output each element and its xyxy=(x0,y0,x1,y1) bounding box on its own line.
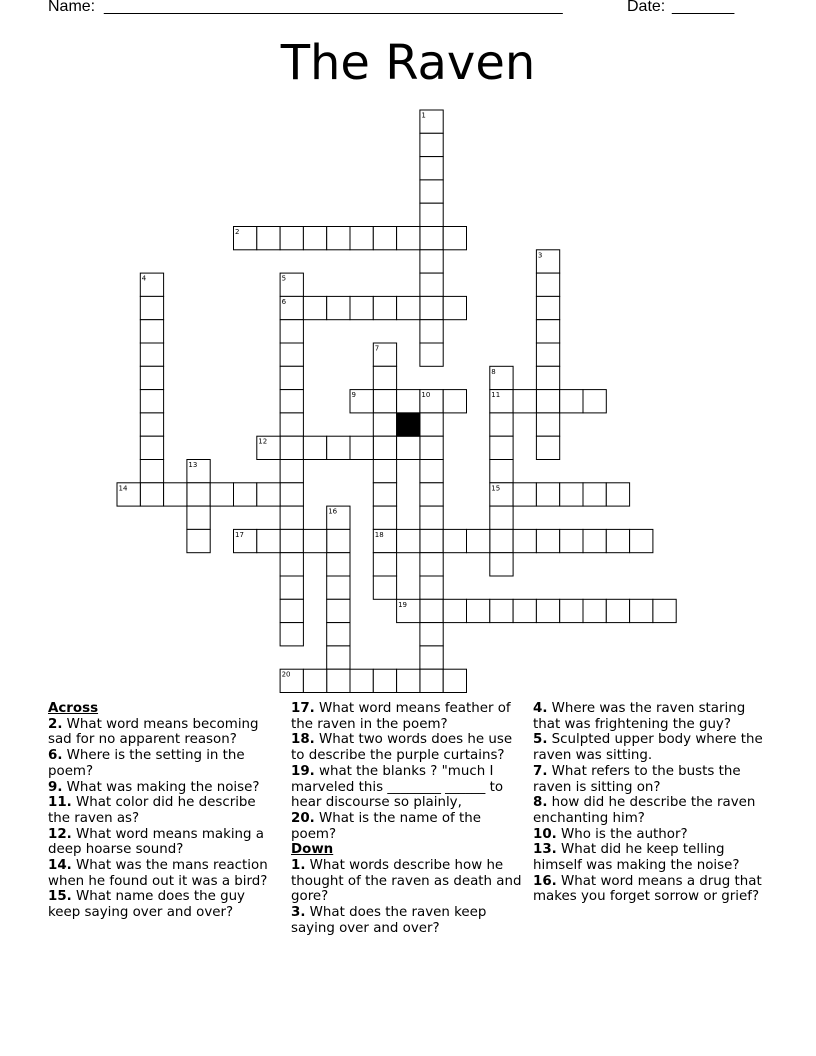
grid-cell[interactable] xyxy=(350,296,373,319)
grid-cell[interactable] xyxy=(536,529,559,552)
grid-cell[interactable] xyxy=(257,483,280,506)
clue-number-20: 20 xyxy=(281,670,291,679)
grid-cell[interactable] xyxy=(420,227,443,250)
grid-cell[interactable] xyxy=(536,273,559,296)
clue-number-17: 17 xyxy=(235,530,244,539)
grid-cell[interactable] xyxy=(420,669,443,692)
grid-cell[interactable] xyxy=(420,529,443,552)
grid-cell[interactable] xyxy=(234,483,257,506)
grid-cell[interactable] xyxy=(630,599,653,622)
grid-cell[interactable] xyxy=(420,506,443,529)
grid-cell[interactable] xyxy=(140,413,163,436)
grid-cell[interactable] xyxy=(373,296,396,319)
grid-cell[interactable] xyxy=(583,483,606,506)
grid-cell[interactable] xyxy=(280,460,303,483)
grid-cell[interactable] xyxy=(303,436,326,459)
grid-cell[interactable] xyxy=(490,553,513,576)
grid-cell[interactable] xyxy=(140,320,163,343)
grid-cell[interactable] xyxy=(140,296,163,319)
grid-cell[interactable] xyxy=(210,483,233,506)
grid-cell[interactable] xyxy=(536,366,559,389)
clues-column-1 xyxy=(48,701,280,921)
grid-cell[interactable] xyxy=(280,227,303,250)
grid-cell[interactable] xyxy=(513,529,536,552)
down-heading: Down xyxy=(291,842,334,858)
page-title: The Raven xyxy=(280,35,536,91)
clue-number-9: 9 xyxy=(351,391,356,400)
grid-cell[interactable] xyxy=(327,576,350,599)
grid-cell[interactable] xyxy=(373,227,396,250)
clue-number-1: 1 xyxy=(421,111,426,120)
grid-cell[interactable] xyxy=(420,320,443,343)
grid-cell[interactable] xyxy=(373,553,396,576)
grid-cell[interactable] xyxy=(490,529,513,552)
grid-cell[interactable] xyxy=(420,646,443,669)
grid-cell[interactable] xyxy=(420,250,443,273)
grid-cell[interactable] xyxy=(490,506,513,529)
grid-cell[interactable] xyxy=(373,460,396,483)
grid-cell[interactable] xyxy=(280,390,303,413)
grid-cell[interactable] xyxy=(583,599,606,622)
clues-column-3 xyxy=(533,701,768,905)
grid-cell[interactable] xyxy=(327,227,350,250)
grid-cell[interactable] xyxy=(397,296,420,319)
grid-cell[interactable] xyxy=(350,436,373,459)
clues-column-2 xyxy=(291,701,523,937)
grid-cell[interactable] xyxy=(373,576,396,599)
grid-cell[interactable] xyxy=(327,599,350,622)
clue-number-16: 16 xyxy=(328,507,338,516)
grid-cell[interactable] xyxy=(467,599,490,622)
grid-cell[interactable] xyxy=(606,529,629,552)
grid-cell[interactable] xyxy=(420,343,443,366)
grid-cell[interactable] xyxy=(373,483,396,506)
grid-cell[interactable] xyxy=(280,599,303,622)
grid-cell[interactable] xyxy=(443,296,466,319)
grid-cell[interactable] xyxy=(280,506,303,529)
clue-number-3: 3 xyxy=(537,251,543,260)
date-label: Date: xyxy=(627,0,666,15)
grid-cell[interactable] xyxy=(536,413,559,436)
across-clue-18: 18. What two words does he use to describe the purple curtains? xyxy=(291,732,513,764)
grid-cell[interactable] xyxy=(327,296,350,319)
clue-number-8: 8 xyxy=(491,367,496,376)
grid-cell[interactable] xyxy=(560,529,583,552)
grid-cell[interactable] xyxy=(490,436,513,459)
grid-cell[interactable] xyxy=(560,390,583,413)
across-clue-15: 15. What name does the guy keep saying over and over? xyxy=(48,889,245,921)
across-clue-17: 17. What word means feather of the raven in the poem? xyxy=(291,701,511,732)
grid-cell[interactable] xyxy=(257,227,280,250)
grid-cell[interactable] xyxy=(397,227,420,250)
grid-cell[interactable] xyxy=(140,460,163,483)
grid-cell[interactable] xyxy=(420,599,443,622)
grid-cell[interactable] xyxy=(373,669,396,692)
grid-cell[interactable] xyxy=(583,529,606,552)
down-clue-16: 16. What word means a drug that makes you forget sorrow or grief? xyxy=(533,873,762,905)
clue-number-13: 13 xyxy=(188,461,198,469)
grid-cell[interactable] xyxy=(536,436,559,459)
grid-cell[interactable] xyxy=(420,576,443,599)
grid-cell[interactable] xyxy=(397,669,420,692)
grid-cell[interactable] xyxy=(420,436,443,459)
name-label: Name: xyxy=(48,0,96,15)
down-clue-13: 13. What did he keep telling himself was making the noise? xyxy=(533,842,740,874)
grid-cell[interactable] xyxy=(140,436,163,459)
grid-cell[interactable] xyxy=(140,343,163,366)
grid-cell[interactable] xyxy=(653,599,676,622)
clue-number-12: 12 xyxy=(258,437,268,446)
grid-cell[interactable] xyxy=(490,460,513,483)
grid-cell[interactable] xyxy=(350,669,373,692)
across-clue-14: 14. What was the mans reaction when he found out it was a bird? xyxy=(48,858,268,889)
grid-cell[interactable] xyxy=(373,390,396,413)
grid-cell[interactable] xyxy=(443,390,466,413)
grid-cell[interactable] xyxy=(303,529,326,552)
grid-cell[interactable] xyxy=(606,599,629,622)
grid-cell[interactable] xyxy=(327,669,350,692)
grid-cell[interactable] xyxy=(536,483,559,506)
grid-cell[interactable] xyxy=(397,390,420,413)
clue-number-5: 5 xyxy=(281,274,287,283)
grid-cell[interactable] xyxy=(327,646,350,669)
grid-cell[interactable] xyxy=(583,390,606,413)
grid-cell[interactable] xyxy=(536,320,559,343)
grid-cell[interactable] xyxy=(420,413,443,436)
grid-cell[interactable] xyxy=(536,599,559,622)
clue-number-2: 2 xyxy=(235,228,240,236)
grid-cell[interactable] xyxy=(280,366,303,389)
across-clue-11: 11. What color did he describe the raven as? xyxy=(48,795,256,826)
grid-cell[interactable] xyxy=(420,553,443,576)
down-clue-4: 4. Where was the raven staring that was frightening the guy? xyxy=(533,701,746,732)
grid-cell[interactable] xyxy=(420,157,443,180)
across-clue-12: 12. What word means making a deep hoarse sound? xyxy=(48,826,264,858)
grid-cell[interactable] xyxy=(630,529,653,552)
grid-cell[interactable] xyxy=(443,599,466,622)
grid-cell[interactable] xyxy=(280,553,303,576)
grid-cell[interactable] xyxy=(420,483,443,506)
grid-cell[interactable] xyxy=(536,343,559,366)
down-clue-1: 1. What words describe how he thought of the raven as death and gore? xyxy=(291,858,522,905)
grid-cell[interactable] xyxy=(350,227,373,250)
grid-cell[interactable] xyxy=(373,413,396,436)
clue-number-10: 10 xyxy=(421,391,431,400)
grid-cell[interactable] xyxy=(140,483,163,506)
clue-number-18: 18 xyxy=(374,530,384,539)
grid-cell[interactable] xyxy=(280,413,303,436)
grid-cell[interactable] xyxy=(560,599,583,622)
across-clue-9: 9. What was making the noise? xyxy=(48,779,260,795)
grid-cell[interactable] xyxy=(280,529,303,552)
grid-cell[interactable] xyxy=(443,227,466,250)
grid-cell[interactable] xyxy=(467,529,490,552)
down-clue-10: 10. Who is the author? xyxy=(533,826,688,842)
grid-cell[interactable] xyxy=(280,483,303,506)
across-clue-20: 20. What is the name of the poem? xyxy=(291,810,481,842)
grid-cell[interactable] xyxy=(140,366,163,389)
grid-cell[interactable] xyxy=(187,506,210,529)
grid-cell[interactable] xyxy=(327,623,350,646)
grid-cell[interactable] xyxy=(606,483,629,506)
down-clue-8: 8. how did he describe the raven enchanting him? xyxy=(533,795,756,826)
grid-cell[interactable] xyxy=(327,529,350,552)
grid-cell[interactable] xyxy=(536,390,559,413)
across-clue-19: 19. what the blanks ? "much I marveled this ________ ______ to hear discourse so plainly, xyxy=(291,763,504,811)
grid-cell[interactable] xyxy=(327,436,350,459)
grid-cell[interactable] xyxy=(280,436,303,459)
grid-cell[interactable] xyxy=(560,483,583,506)
across-clue-6: 6. Where is the setting in the poem? xyxy=(48,748,245,779)
across-heading: Across xyxy=(48,701,99,716)
grid-cell[interactable] xyxy=(303,669,326,692)
grid-cell[interactable] xyxy=(164,483,187,506)
clue-number-4: 4 xyxy=(141,274,147,283)
grid-cell[interactable] xyxy=(513,599,536,622)
clue-number-14: 14 xyxy=(118,484,128,493)
grid-cell[interactable] xyxy=(490,413,513,436)
grid-cell[interactable] xyxy=(373,506,396,529)
grid-cell[interactable] xyxy=(397,436,420,459)
grid-cell[interactable] xyxy=(536,296,559,319)
grid-cell[interactable] xyxy=(373,366,396,389)
grid-cell[interactable] xyxy=(490,599,513,622)
grid-cell[interactable] xyxy=(443,669,466,692)
grid-cell[interactable] xyxy=(420,623,443,646)
grid-cell[interactable] xyxy=(397,529,420,552)
across-clue-2: 2. What word means becoming sad for no apparent reason? xyxy=(48,716,259,748)
grid-cell[interactable] xyxy=(420,133,443,156)
date-blank[interactable]: _______ xyxy=(672,0,735,15)
grid-cell[interactable] xyxy=(513,483,536,506)
clue-number-7: 7 xyxy=(374,344,380,353)
grid-cell[interactable] xyxy=(443,529,466,552)
grid-cell[interactable] xyxy=(303,227,326,250)
name-blank[interactable]: _____________________________________________________ xyxy=(104,0,563,15)
clue-number-6: 6 xyxy=(281,297,287,306)
grid-cell[interactable] xyxy=(280,623,303,646)
grid-cell[interactable] xyxy=(280,320,303,343)
grid-cell[interactable] xyxy=(513,390,536,413)
grid-cell[interactable] xyxy=(280,343,303,366)
grid-cell[interactable] xyxy=(420,180,443,203)
grid-cell[interactable] xyxy=(257,529,280,552)
down-clue-3: 3. What does the raven keep saying over and over? xyxy=(291,905,487,936)
clue-number-15: 15 xyxy=(491,484,501,493)
grid-cell[interactable] xyxy=(187,483,210,506)
grid-cell[interactable] xyxy=(327,553,350,576)
grid-cell[interactable] xyxy=(420,203,443,226)
grid-cell[interactable] xyxy=(420,296,443,319)
down-clue-5: 5. Sculpted upper body where the raven was sitting. xyxy=(533,732,763,764)
black-square xyxy=(397,413,420,436)
grid-cell[interactable] xyxy=(280,576,303,599)
grid-cell[interactable] xyxy=(420,273,443,296)
clue-number-11: 11 xyxy=(491,391,501,400)
grid-cell[interactable] xyxy=(303,296,326,319)
grid-cell[interactable] xyxy=(373,436,396,459)
grid-cell[interactable] xyxy=(420,460,443,483)
grid-cell[interactable] xyxy=(187,529,210,552)
grid-cell[interactable] xyxy=(140,390,163,413)
down-clue-7: 7. What refers to the busts the raven is sitting on? xyxy=(533,763,741,795)
clue-number-19: 19 xyxy=(398,600,408,609)
